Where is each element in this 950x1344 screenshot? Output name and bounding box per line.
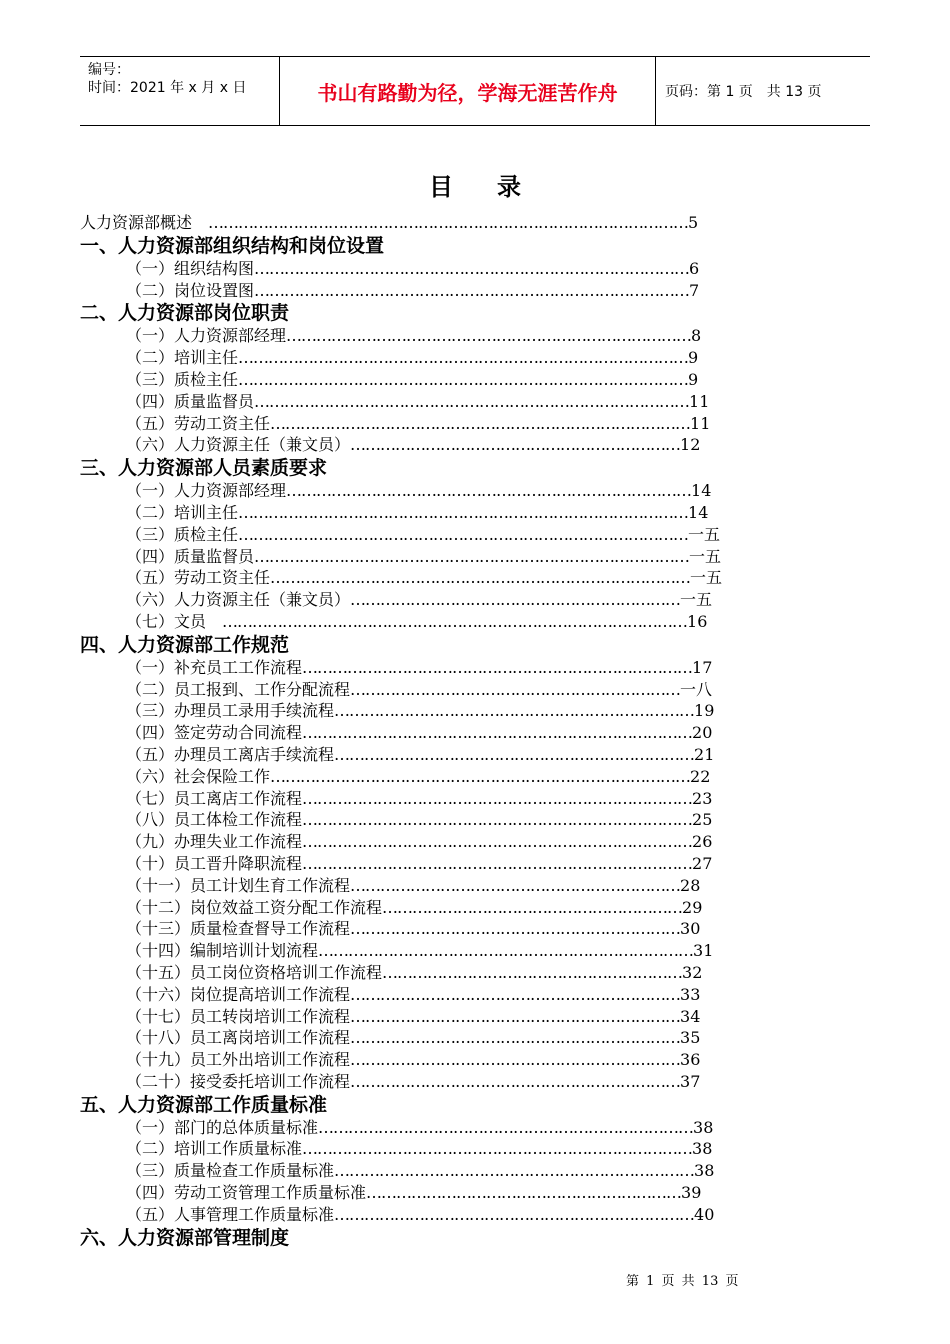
toc-page-number: 35 (680, 1028, 701, 1048)
header-info (80, 57, 280, 125)
toc-entry-title: （三）质量检查工作质量标准 (126, 1161, 335, 1181)
toc-page-number: 9 (688, 348, 699, 368)
toc-page-number: 14 (688, 502, 709, 522)
toc-entry-title: （一）人力资源部经理 (126, 326, 287, 346)
header-page-number: 页码：第 1 页 共 13 页 (665, 84, 822, 100)
toc-entry-title: （七）员工离店工作流程 (126, 788, 303, 808)
toc-page-number: 16 (687, 611, 708, 631)
toc-page-number: 一五 (680, 590, 713, 610)
toc-leader-dots: ………………………………………………………………………… (270, 413, 691, 433)
toc-leader-dots: ………………………………………………………… (350, 919, 681, 939)
toc-leader-dots: ………………………………………………………… (350, 1028, 681, 1048)
toc-entry[interactable] (80, 700, 760, 722)
toc-entry-title: 五、人力资源部工作质量标准 (80, 1093, 328, 1116)
toc-entry[interactable] (80, 744, 760, 766)
toc-entry[interactable] (80, 679, 760, 701)
toc-entry-title: （三）办理员工录用手续流程 (126, 701, 335, 721)
toc-entry-title: （四）质量监督员 (126, 546, 255, 566)
toc-entry[interactable] (80, 524, 760, 546)
toc-page-number: 37 (680, 1071, 701, 1091)
toc-leader-dots: …………………………………………………………………………… (254, 391, 690, 411)
toc-entry-title: （二）岗位设置图 (126, 280, 255, 300)
toc-section-heading[interactable] (80, 456, 760, 480)
toc-entry[interactable] (80, 1027, 760, 1049)
toc-entry-title: （四）签定劳动合同流程 (126, 723, 303, 743)
toc-entry-title: （四）质量监督员 (126, 391, 255, 411)
toc-page-number: 5 (688, 213, 699, 232)
toc-entry-title: （六）人力资源主任（兼文员） (126, 435, 351, 455)
toc-leader-dots: ………………………………………………………… (350, 1050, 681, 1070)
toc-page-number: 27 (692, 853, 713, 873)
toc-page-number: 17 (692, 657, 713, 677)
toc-entry-title: （一）人力资源部经理 (126, 481, 287, 501)
toc-entry[interactable] (80, 369, 760, 391)
toc-page-number: 14 (691, 481, 712, 501)
toc-entry-title: 六、人力资源部管理制度 (80, 1226, 290, 1249)
toc-entry-title: （六）社会保险工作 (126, 766, 271, 786)
toc-entry-title: （四）劳动工资管理工作质量标准 (126, 1183, 367, 1203)
toc-entry-title: （二）培训主任 (126, 502, 239, 522)
toc-leader-dots: …………………………………………………………………… (302, 788, 693, 808)
toc-leader-dots: ……………………………………………………………………………… (238, 369, 689, 389)
toc-page-number: 9 (688, 369, 699, 389)
toc-entry[interactable] (80, 962, 760, 984)
toc-entry[interactable] (80, 413, 760, 435)
toc-page-number: 一五 (690, 568, 723, 588)
toc-leader-dots: ………………………………………………………………………… (270, 766, 691, 786)
page-footer: 第 1 页 共 13 页 (626, 1274, 739, 1289)
toc-entry[interactable] (80, 875, 760, 897)
toc-entry[interactable] (80, 918, 760, 940)
toc-page-number: 21 (694, 744, 715, 764)
toc-entry-title: （五）办理员工离店手续流程 (126, 744, 335, 764)
toc-page-number: 38 (693, 1117, 714, 1137)
toc-page-number: 20 (692, 723, 713, 743)
toc-entry-title: （二）员工报到、工作分配流程 (126, 679, 351, 699)
toc-page-number: 33 (680, 984, 701, 1004)
toc-page-number: 12 (680, 435, 701, 455)
toc-page-number: 39 (681, 1183, 702, 1203)
toc-leader-dots: ………………………………………………………………………………… (222, 611, 688, 631)
toc-page-number: 7 (689, 280, 700, 300)
toc-page-number: 29 (682, 897, 703, 917)
toc-page-number: 34 (680, 1006, 701, 1026)
toc-entry-title: （六）人力资源主任（兼文员） (126, 590, 351, 610)
toc-leader-dots: …………………………………………………………………… (302, 853, 693, 873)
toc-entry[interactable] (80, 347, 760, 369)
toc-entry-title: （十六）岗位提高培训工作流程 (126, 984, 351, 1004)
toc-entry-title: （十八）员工离岗培训工作流程 (126, 1028, 351, 1048)
toc-leader-dots: ………………………………………………………… (350, 1071, 681, 1091)
toc-page-number: 23 (692, 788, 713, 808)
toc-entry[interactable] (80, 502, 760, 524)
toc-section-heading[interactable] (80, 633, 760, 657)
toc-leader-dots: ………………………………………………………… (350, 435, 681, 455)
toc-entry[interactable] (80, 589, 760, 611)
toc-entry[interactable] (80, 788, 760, 810)
toc-entry-title: （五）人事管理工作质量标准 (126, 1204, 335, 1224)
toc-entry-title: 人力资源部概述 (80, 213, 209, 232)
toc-entry-title: （十二）岗位效益工资分配工作流程 (126, 897, 383, 917)
toc-entry-title: （十四）编制培训计划流程 (126, 941, 319, 961)
document-number-label: 编号： (88, 62, 130, 78)
toc-page-number: 38 (694, 1161, 715, 1181)
toc-entry-title: （八）员工体检工作流程 (126, 810, 303, 830)
toc-leader-dots: ………………………………………………………… (350, 679, 681, 699)
toc-entry[interactable] (80, 853, 760, 875)
toc-section-heading[interactable] (80, 234, 760, 258)
toc-entry[interactable] (80, 897, 760, 919)
toc-entry[interactable] (80, 325, 760, 347)
toc-leader-dots: …………………………………………………………………………… (254, 258, 690, 278)
toc-entry-title: 一、人力资源部组织结构和岗位设置 (80, 234, 385, 257)
toc-entry-title: （二十）接受委托培训工作流程 (126, 1071, 351, 1091)
toc-entry[interactable] (80, 1138, 760, 1160)
toc-leader-dots: ……………………………………………………………………… (286, 326, 692, 346)
toc-entry-title: （一）组织结构图 (126, 258, 255, 278)
toc-leader-dots: ………………………………………………………… (350, 984, 681, 1004)
toc-entry-title: （十）员工晋升降职流程 (126, 853, 303, 873)
toc-entry-title: （三）质检主任 (126, 369, 239, 389)
toc-leader-dots: ………………………………………………………………… (318, 1117, 694, 1137)
toc-leader-dots: …………………………………………………………………………… (254, 280, 690, 300)
toc-leader-dots: ……………………………………………………………………… (286, 481, 692, 501)
toc-entry[interactable] (80, 657, 760, 679)
toc-leader-dots: ………………………………………………………… (350, 875, 681, 895)
toc-entry-title: （一）补充员工工作流程 (126, 657, 303, 677)
toc-page-number: 一八 (680, 679, 713, 699)
toc-entry-title: （十九）员工外出培训工作流程 (126, 1050, 351, 1070)
toc-leader-dots: …………………………………………………………………… (302, 657, 693, 677)
toc-page-number: 一五 (689, 546, 722, 566)
toc-page-number: 31 (693, 941, 714, 961)
toc-leader-dots: ……………………………………………………………………………… (238, 502, 689, 522)
toc-entry-title: （十一）员工计划生育工作流程 (126, 875, 351, 895)
toc-entry-title: （九）办理失业工作流程 (126, 832, 303, 852)
toc-entry-title: （七）文员 (126, 611, 223, 631)
toc-entry[interactable] (80, 1049, 760, 1071)
toc-leader-dots: …………………………………………………………………………… (254, 546, 690, 566)
toc-entry[interactable] (80, 722, 760, 744)
page-header (80, 56, 870, 126)
toc-entry-title: （十七）员工转岗培训工作流程 (126, 1006, 351, 1026)
toc-entry-title: 三、人力资源部人员素质要求 (80, 457, 328, 480)
toc-entry[interactable] (80, 831, 760, 853)
toc-entry[interactable] (80, 480, 760, 502)
toc-entry-title: （十五）员工岗位资格培训工作流程 (126, 962, 383, 982)
toc-page-number: 36 (680, 1050, 701, 1070)
toc-entry[interactable] (80, 984, 760, 1006)
toc-leader-dots: ……………………………………………………………… (334, 744, 695, 764)
toc-entry[interactable] (80, 1204, 760, 1226)
toc-leader-dots: ………………………………………………………… (350, 1006, 681, 1026)
toc-entry[interactable] (80, 940, 760, 962)
toc-entry-title: （十三）质量检查督导工作流程 (126, 919, 351, 939)
toc-leader-dots: ……………………………………………………………… (334, 1161, 695, 1181)
toc-entry[interactable] (80, 1117, 760, 1139)
toc-leader-dots: ……………………………………………………………………………… (238, 348, 689, 368)
toc-page-number: 11 (690, 413, 711, 433)
toc-section-heading[interactable] (80, 1093, 760, 1117)
toc-page-number: 40 (694, 1204, 715, 1224)
toc-page-number: 26 (692, 832, 713, 852)
toc-page-number: 32 (682, 962, 703, 982)
toc-leader-dots: …………………………………………………………………… (302, 1139, 693, 1159)
toc-leader-dots: ………………………………………………………………………… (270, 568, 691, 588)
toc-leader-dots: …………………………………………………………………… (302, 832, 693, 852)
toc-entry[interactable] (80, 809, 760, 831)
toc-entry[interactable] (80, 546, 760, 568)
toc-leader-dots: …………………………………………………… (382, 962, 683, 982)
toc-entry[interactable] (80, 1160, 760, 1182)
toc-page-number: 30 (680, 919, 701, 939)
toc-leader-dots: ……………………………………………………………… (334, 701, 695, 721)
toc-leader-dots: ……………………………………………………………………………… (238, 524, 689, 544)
toc-page-number: 22 (690, 766, 711, 786)
toc-entry[interactable] (80, 1071, 760, 1093)
toc-leader-dots: …………………………………………………… (382, 897, 683, 917)
toc-section-heading[interactable] (80, 1226, 760, 1250)
toc-entry-title: （二）培训主任 (126, 348, 239, 368)
toc-page-number: 38 (692, 1139, 713, 1159)
toc-entry-title: （二）培训工作质量标准 (126, 1139, 303, 1159)
toc-leader-dots: ………………………………………………………… (350, 590, 681, 610)
header-slogan: 书山有路勤为径，学海无涯苦作舟 (280, 57, 656, 125)
toc-entry[interactable] (80, 280, 760, 302)
toc-entry[interactable] (80, 611, 760, 633)
toc-entry[interactable] (80, 258, 760, 280)
toc-entry[interactable] (80, 212, 760, 234)
toc-entry-title: 二、人力资源部岗位职责 (80, 302, 290, 325)
toc-entry[interactable] (80, 434, 760, 456)
toc-entry-title: （一）部门的总体质量标准 (126, 1117, 319, 1137)
toc-entry-title: （五）劳动工资主任 (126, 413, 271, 433)
toc-page-number: 一五 (688, 524, 721, 544)
toc-section-heading[interactable] (80, 301, 760, 325)
toc-page-number: 25 (692, 810, 713, 830)
document-time-label: 时间：2021 年 x 月 x 日 (88, 80, 247, 96)
toc-leader-dots: ……………………………………………………… (366, 1183, 682, 1203)
toc-entry[interactable] (80, 1182, 760, 1204)
toc-page-number: 19 (694, 701, 715, 721)
toc-entry-title: （五）劳动工资主任 (126, 568, 271, 588)
toc-leader-dots: …………………………………………………………………… (302, 810, 693, 830)
table-of-contents (80, 212, 760, 1250)
toc-leader-dots: ………………………………………………………………… (318, 941, 694, 961)
page-title: 目录 (429, 173, 565, 201)
toc-page-number: 8 (691, 326, 702, 346)
toc-page-number: 6 (689, 258, 700, 278)
toc-leader-dots: ……………………………………………………………… (334, 1204, 695, 1224)
toc-page-number: 28 (680, 875, 701, 895)
toc-leader-dots: …………………………………………………………………… (302, 723, 693, 743)
toc-entry-title: 四、人力资源部工作规范 (80, 633, 290, 656)
toc-entry[interactable] (80, 391, 760, 413)
toc-entry-title: （三）质检主任 (126, 524, 239, 544)
toc-entry[interactable] (80, 1006, 760, 1028)
toc-leader-dots: …………………………………………………………………………………… (208, 213, 689, 232)
toc-entry[interactable] (80, 766, 760, 788)
toc-page-number: 11 (689, 391, 710, 411)
toc-entry[interactable] (80, 567, 760, 589)
